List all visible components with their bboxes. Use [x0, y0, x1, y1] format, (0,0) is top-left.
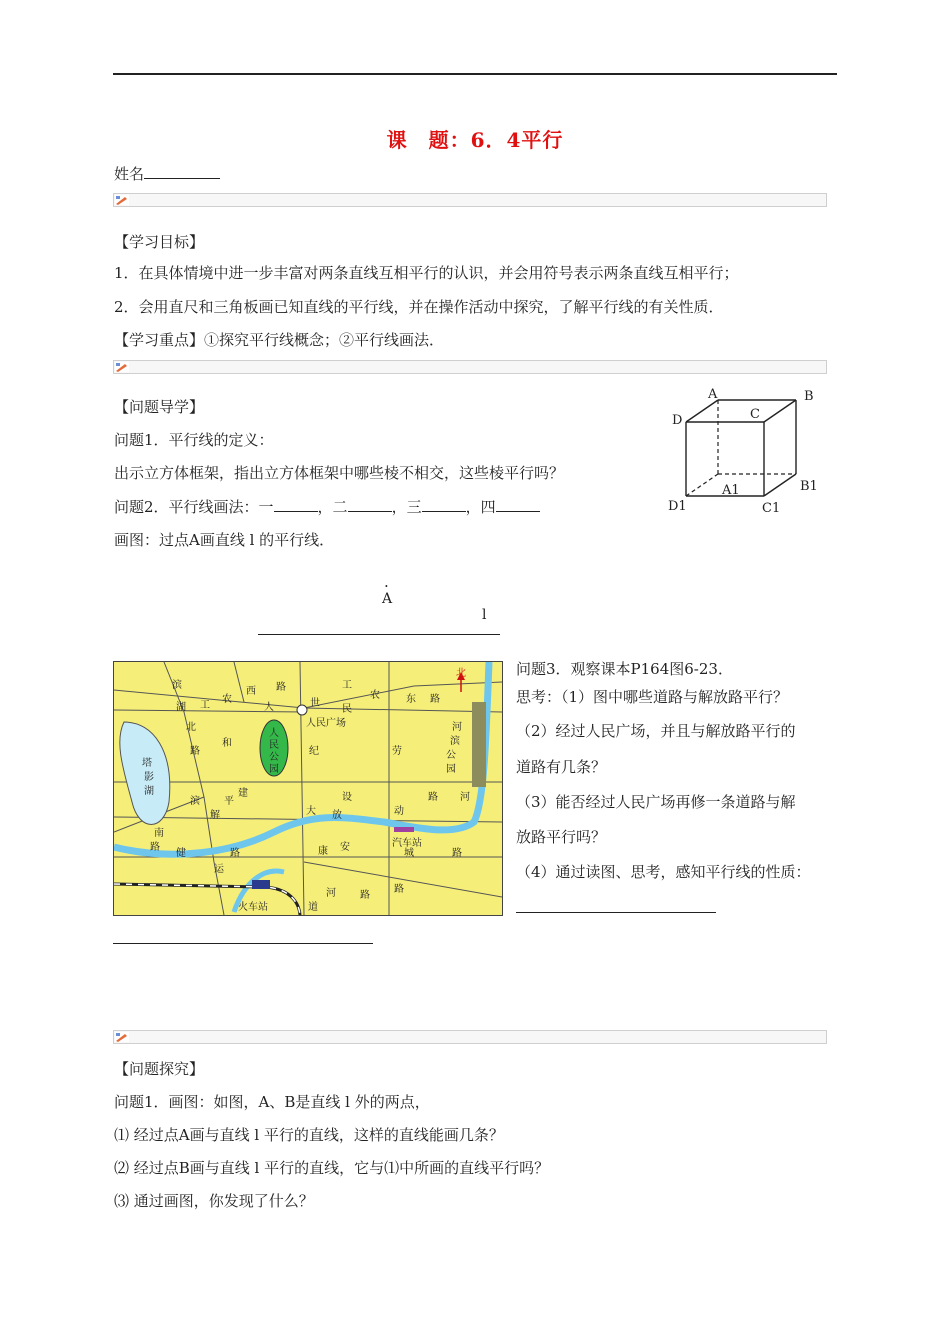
pencil-icon: [115, 362, 129, 372]
cube-label-d: D: [672, 413, 683, 428]
map-label: 动: [394, 806, 404, 817]
explore-heading: 【问题探究】: [114, 1060, 205, 1078]
objective-2: 2．会用直尺和三角板画已知直线的平行线，并在操作活动中探究，了解平行线的有关性质．: [114, 298, 724, 316]
map-label: 路: [428, 792, 438, 803]
map-label: 康: [318, 846, 328, 857]
map-label: 安: [340, 842, 350, 853]
q3-p3a: （3）能否经过人民广场再修一条道路与解: [516, 793, 796, 811]
map-label: 运: [214, 864, 224, 875]
map-label: 河: [326, 888, 336, 899]
cube-label-a: A: [708, 387, 718, 402]
map-label: 农: [370, 690, 380, 701]
explore-q1: 问题1．画图：如图，A、B是直线 l 外的两点，: [114, 1093, 430, 1111]
map-label: 路: [190, 746, 200, 757]
map-label: 路: [430, 694, 440, 705]
map-label: 东: [406, 694, 416, 705]
map-label: 路: [394, 884, 404, 895]
name-field: [114, 163, 220, 184]
city-map: [113, 661, 503, 916]
section-divider-2: [113, 360, 827, 374]
focus-text: ①探究平行线概念；②平行线画法．: [204, 331, 445, 349]
section-divider-3: [113, 1030, 827, 1044]
guide-q2: [114, 496, 540, 517]
map-label: 世: [310, 698, 320, 709]
explore-s1: ⑴ 经过点A画与直线 l 平行的直线，这样的直线能画几条？: [114, 1126, 504, 1144]
map-label: 建: [238, 788, 248, 799]
q2-four: ，四: [465, 498, 496, 516]
map-label: 民: [342, 704, 352, 715]
cube-figure: [664, 384, 834, 519]
map-label: 城: [404, 848, 414, 859]
map-label: 路: [276, 682, 286, 693]
q2-blank-1: [274, 496, 318, 512]
map-label: 平: [224, 796, 234, 807]
guide-heading: 【问题导学】: [114, 398, 205, 416]
map-north-label: 北: [456, 668, 466, 679]
map-label: 园: [446, 764, 456, 775]
header-rule: [113, 73, 837, 75]
name-label: 姓名: [114, 165, 145, 183]
guide-draw: 画图：过点A画直线 l 的平行线．: [114, 531, 335, 549]
q2-blank-4: [496, 496, 540, 512]
q3-answer-line-2: [113, 943, 373, 944]
map-label: 工: [200, 700, 210, 711]
map-roads: [114, 662, 502, 915]
pencil-icon: [115, 1032, 129, 1042]
map-label: 滨: [450, 736, 460, 747]
map-label: 南: [154, 828, 164, 839]
q3-think: 思考：（1）图中哪些道路与解放路平行？: [516, 688, 789, 706]
map-label: 西: [246, 686, 256, 697]
map-label: 湖: [144, 786, 154, 797]
explore-s3: ⑶ 通过画图，你发现了什么？: [114, 1192, 314, 1210]
point-dot: .: [384, 573, 389, 591]
q2-prefix: 问题2．平行线画法：一: [114, 498, 274, 516]
section-divider-1: [113, 193, 827, 207]
map-label: 人: [269, 728, 279, 739]
map-label: 放: [332, 810, 342, 821]
objective-1: 1．在具体情境中进一步丰富对两条直线互相平行的认识，并会用符号表示两条直线互相平行；: [114, 264, 739, 282]
cube-label-b: B: [804, 389, 814, 404]
cube-label-c: C: [750, 407, 760, 422]
q2-two: ，二: [317, 498, 348, 516]
page-title: 课 题：6．4平行: [386, 128, 564, 152]
line-l-label: l: [482, 607, 487, 623]
map-label: 路: [230, 848, 240, 859]
guide-q1: 问题1．平行线的定义：: [114, 431, 274, 449]
map-label: 园: [269, 764, 279, 775]
map-label: 工: [342, 680, 352, 691]
map-label: 民: [269, 740, 279, 751]
q2-blank-2: [348, 496, 392, 512]
map-label: 北: [186, 722, 196, 733]
map-label: 汽车站: [392, 838, 422, 849]
explore-s2: ⑵ 经过点B画与直线 l 平行的直线，它与⑴中所画的直线平行吗？: [114, 1159, 550, 1177]
focus-line: [114, 330, 444, 350]
map-label: 和: [222, 738, 232, 749]
map-label: 河: [460, 792, 470, 803]
map-label: 人: [264, 702, 274, 713]
map-label: 健: [176, 848, 186, 859]
q3-p4: （4）通过读图、思考，感知平行线的性质：: [516, 863, 811, 881]
map-label: 解: [210, 810, 220, 821]
map-label: 滨: [190, 796, 200, 807]
map-label: 路: [360, 890, 370, 901]
map-label: 大: [306, 806, 316, 817]
map-label: 影: [144, 772, 154, 783]
cube-label-c1: C1: [762, 501, 781, 516]
focus-heading: 【学习重点】: [114, 331, 205, 349]
map-label: 路: [452, 848, 462, 859]
map-label: 湖: [176, 702, 186, 713]
map-label: 纪: [309, 746, 319, 757]
map-label: 公: [269, 752, 279, 763]
q3-p2a: （2）经过人民广场，并且与解放路平行的: [516, 722, 796, 740]
pencil-icon: [115, 195, 129, 205]
cube-label-d1: D1: [668, 499, 687, 514]
map-label: 人民广场: [306, 718, 346, 729]
cube-label-b1: B1: [800, 479, 818, 494]
q2-blank-3: [422, 496, 466, 512]
q3-p3b: 放路平行吗？: [516, 828, 607, 846]
map-label: 火车站: [238, 902, 268, 913]
line-l: [258, 634, 500, 635]
q3-title: 问题3．观察课本P164图6-23．: [516, 660, 733, 678]
map-label: 农: [222, 694, 232, 705]
map-label: 路: [150, 842, 160, 853]
name-blank: [144, 163, 220, 179]
cube-label-a1: A1: [722, 483, 740, 498]
map-label: 滨: [172, 680, 182, 691]
q3-answer-line: [516, 912, 716, 913]
map-label: 道: [308, 902, 318, 913]
guide-q1-detail: 出示立方体框架，指出立方体框架中哪些棱不相交，这些棱平行吗？: [114, 464, 565, 482]
map-label: 设: [342, 792, 352, 803]
point-a-label: A: [382, 591, 393, 607]
map-label: 塔: [142, 758, 152, 769]
map-label: 河: [452, 722, 462, 733]
map-label: 公: [446, 750, 456, 761]
map-label: 劳: [392, 746, 402, 757]
q2-three: ，三: [391, 498, 422, 516]
objectives-heading: 【学习目标】: [114, 233, 205, 251]
q3-p2b: 道路有几条？: [516, 758, 607, 776]
